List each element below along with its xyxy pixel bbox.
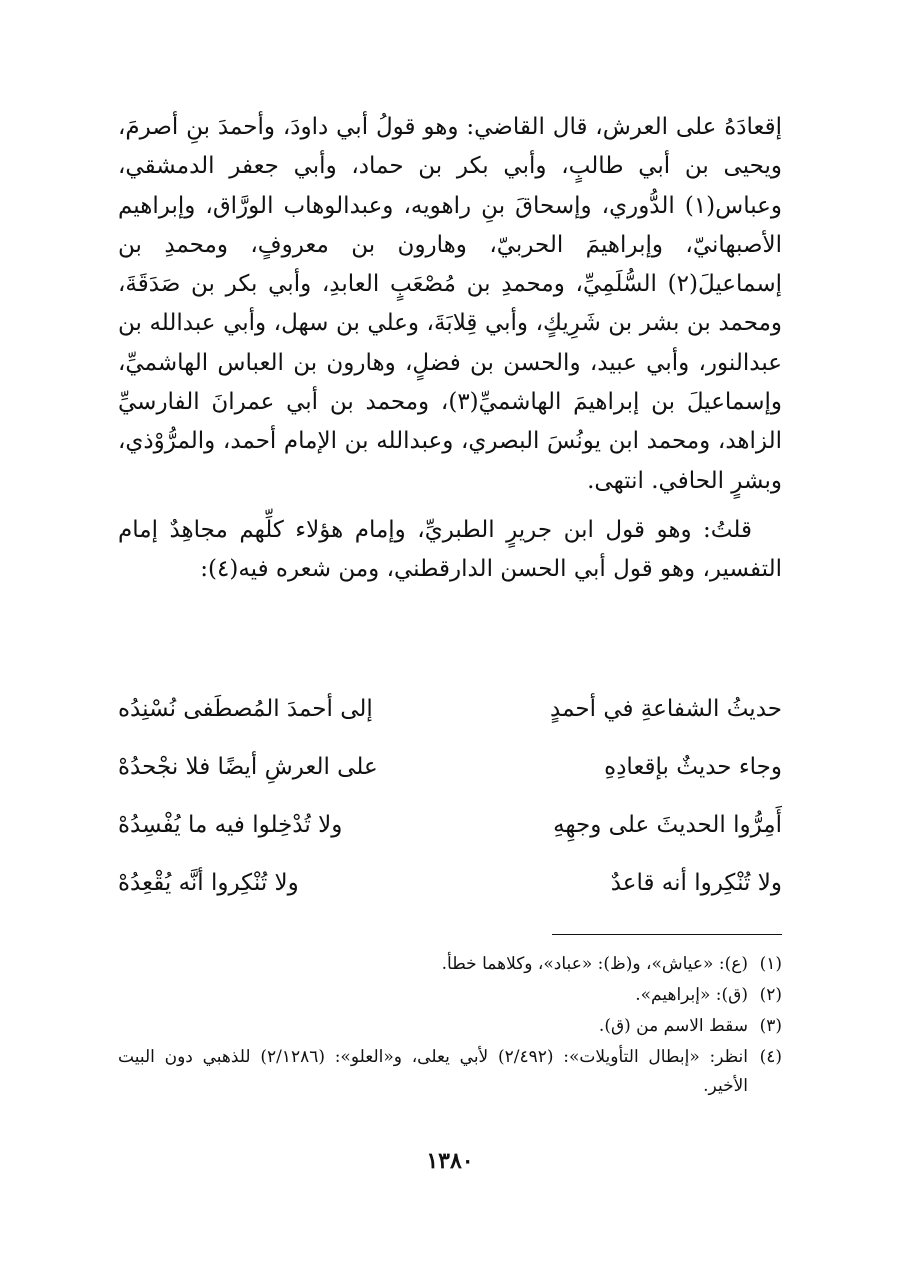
verse-second-hemistich: ولا تُنْكِروا أنَّه يُقْعِدُهْ [118,870,299,896]
poem-verse [118,796,782,854]
poem [118,680,782,912]
page-number: ١٣٨٠ [426,1148,474,1174]
verse-second-hemistich: ولا تُدْخِلوا فيه ما يُفْسِدُهْ [118,812,343,838]
poem-verse [118,854,782,912]
footnote-number: (٣) [759,1016,782,1036]
paragraph-2: قلتُ: وهو قول ابن جريرٍ الطبريِّ، وإمام هؤلاء كلِّهم مجاهِدٌ إمام التفسير، وهو قول أبي الحسن الدارقطني، ومن شعره فيه(٤): [118,516,782,583]
footnote-text: سقط الاسم من (ق). [598,1016,748,1036]
footnote-text: (ع): «عياش»، و(ظ): «عباد»، وكلاهما خطأ. [441,954,748,974]
footnote-text: (ق): «إبراهيم». [635,985,748,1005]
verse-first-hemistich: أَمِرُّوا الحديثَ على وجهِهِ [553,812,782,838]
verse-first-hemistich: ولا تُنْكِروا أنه قاعدٌ [610,870,782,896]
footnote-number: (١) [759,954,782,974]
verse-first-hemistich: حديثُ الشفاعةِ في أحمدٍ [550,696,782,722]
footnotes [118,950,782,1103]
footnote [118,1012,782,1041]
footnote [118,1043,782,1101]
footnote [118,950,782,979]
verse-second-hemistich: على العرشِ أيضًا فلا نجْحدُهْ [118,754,378,780]
footnote-separator [552,934,782,935]
footnote-number: (٢) [759,985,782,1005]
poem-verse [118,680,782,738]
paragraph-1: إقعادَهُ على العرش، قال القاضي: وهو قولُ أبي داودَ، وأحمدَ بنِ أصرمَ، ويحيى بن أبي طالبٍ، وأبي بكر بن حماد، وأبي جعفر الدمشقي، وعباس(١) الدُّوري، وإسحاقَ بنِ راهويه، وعبدالوهاب الورَّاق، وإبراهيم الأصبهانيّ، وإبراهيمَ الحربيّ، وهارون بن معروفٍ، ومحمدِ بن إسماعيلَ(٢) السُّلَمِيِّ، ومحمدِ بن مُصْعَبٍ العابدِ، وأبي بكر بن صَدَقَةَ، ومحمد بن بشر بن شَرِيكٍ، وأبي قِلابَةَ، وعلي بن سهل، وأبي عبدالله بن عبدالنور، وأبي عبيد، والحسن بن فضلٍ، وهارون بن العباس الهاشميِّ، وإسماعيلَ بن إبراهيمَ الهاشميِّ(٣)، ومحمد بن أبي عمرانَ الفارسيِّ الزاهد، ومحمد ابن يونُسَ البصري، وعبدالله بن الإمام أحمد، والمرُّوْذي، وبشرٍ الحافي. انتهى. [118,114,782,494]
poem-verse [118,738,782,796]
main-text [118,108,782,590]
verse-first-hemistich: وجاء حديثٌ بإقعادِهِ [604,754,782,780]
verse-second-hemistich: إلى أحمدَ المُصطَفى نُسْنِدُه [118,696,373,722]
footnote [118,981,782,1010]
footnote-number: (٤) [759,1047,782,1067]
footnote-text: انظر: «إبطال التأويلات»: (٢/٤٩٢) لأبي يعلى، و«العلو»: (٢/١٢٨٦) للذهبي دون البيت الأخير. [118,1047,748,1096]
